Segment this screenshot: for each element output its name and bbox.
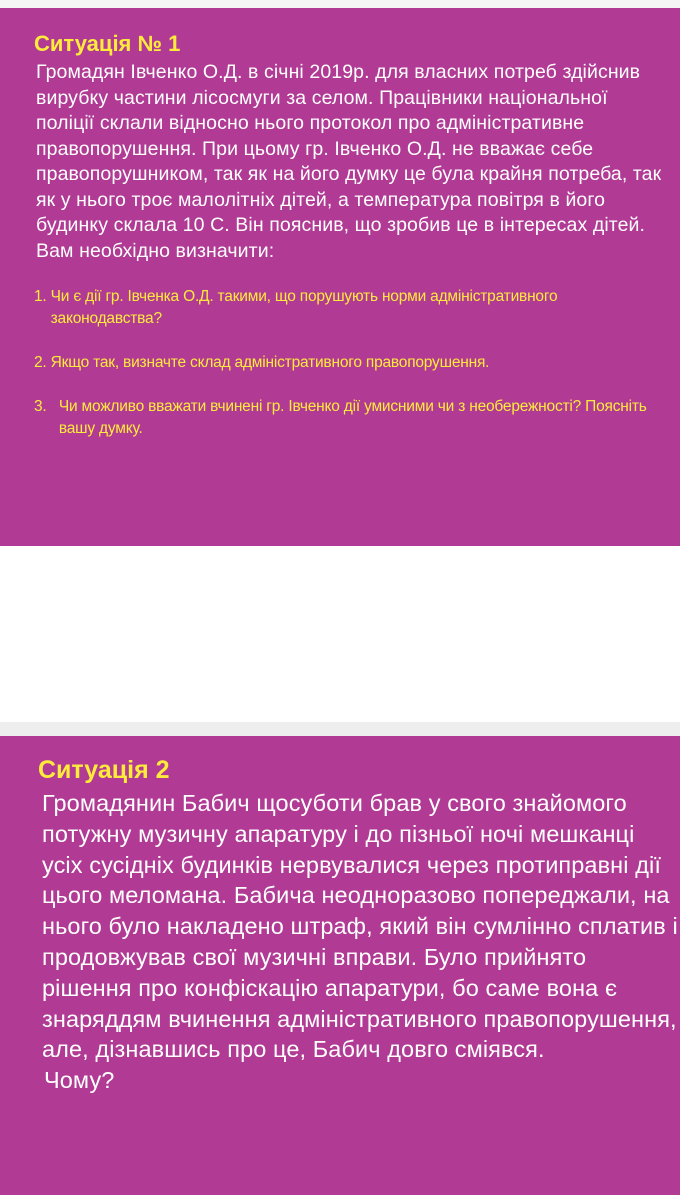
question-number: 3. (34, 398, 59, 415)
situation-2-card (0, 736, 680, 1195)
top-strip (0, 0, 680, 8)
question-list (34, 286, 662, 440)
question-number: 1. (34, 288, 51, 305)
situation-2-title: Ситуація 2 (38, 756, 170, 784)
divider-band (0, 722, 680, 736)
question-text: Чи є дії гр. Івченка О.Д. такими, що порушують норми адміністративного законодавства? (50, 288, 558, 327)
situation-1-title: Ситуація № 1 (34, 31, 181, 56)
question-number: 2. (34, 354, 51, 371)
question-item (34, 396, 662, 440)
question-item (34, 286, 662, 330)
situation-2-body: Громадянин Бабич щосуботи брав у свого знайомого потужну музичну апаратуру і до пізньої ночі мешканці усіх сусідніх будинків нервувалися через протиправні дії цього меломана. Бабича неодноразово попереджали, на нього було накладено штраф, який він сумлінно сплатив і продовжував свої музичні вправи. Було прийнято рішення про конфіскацію апаратури, бо саме вона є знаряддям вчинення адміністративного правопорушення, але, дізнавшись про це, Бабич довго сміявся. (42, 790, 678, 1063)
situation-1-card (0, 8, 680, 546)
question-item (34, 352, 662, 374)
question-text: Чи можливо вважати вчинені гр. Івченко дії умисними чи з необережності? Поясніть вашу думку. (58, 398, 647, 437)
situation-2-closing: Чому? (44, 1067, 115, 1094)
situation-1-body: Громадян Івченко О.Д. в січні 2019р. для власних потреб здійснив вирубку частини лісосмуги за селом. Працівники національної поліції склали відносно нього протокол про адміністративне правопорушення. При цьому гр. Івченко О.Д. не вважає себе правопорушником, так як на його думку це була крайня потреба, так як у нього троє малолітніх дітей, а температура повітря в його будинку склала 10 С. Він пояснив, що зробив це в інтересах дітей. Вам необхідно визначити: (36, 61, 662, 262)
question-text: Якщо так, визначте склад адміністративного правопорушення. (50, 354, 490, 371)
